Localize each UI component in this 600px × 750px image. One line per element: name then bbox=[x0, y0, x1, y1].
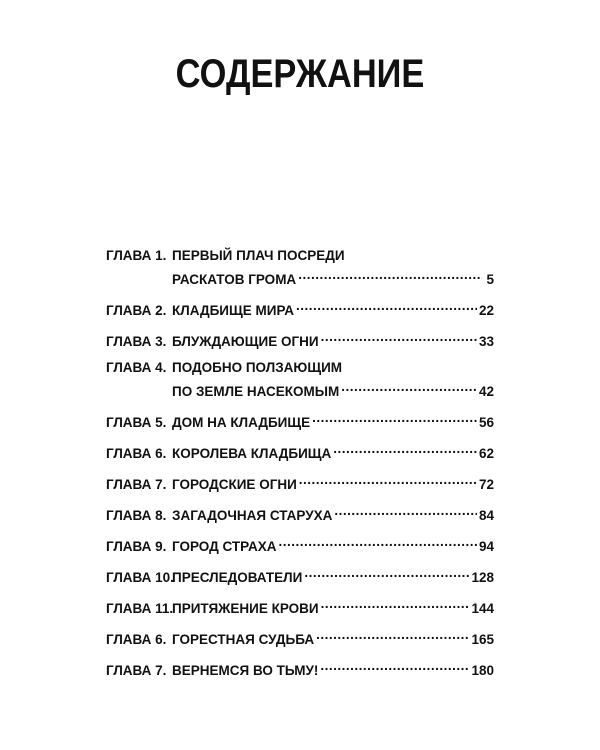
chapter-title: ДОМ НА КЛАДБИЩЕ bbox=[172, 415, 311, 430]
toc-entry bbox=[106, 408, 494, 430]
toc-entry bbox=[106, 563, 494, 585]
dot-leader bbox=[299, 470, 477, 489]
page-number: 42 bbox=[478, 384, 494, 399]
toc-line bbox=[106, 246, 494, 265]
chapter-number: ГЛАВА 6. bbox=[106, 632, 167, 647]
page-number: 128 bbox=[471, 570, 494, 585]
toc-line bbox=[106, 594, 494, 616]
dot-leader bbox=[298, 265, 482, 284]
toc-entry bbox=[106, 656, 494, 678]
toc-line bbox=[106, 656, 494, 678]
dot-leader bbox=[296, 296, 477, 315]
chapter-title: ГОРЕСТНАЯ СУДЬБА bbox=[172, 632, 315, 647]
toc-entry bbox=[106, 327, 494, 349]
toc-entry bbox=[106, 532, 494, 554]
toc-line bbox=[106, 296, 494, 318]
chapter-title: ВЕРНЕМСЯ ВО ТЬМУ! bbox=[172, 663, 319, 678]
chapter-number: ГЛАВА 9. bbox=[106, 539, 167, 554]
page-number: 180 bbox=[471, 663, 494, 678]
chapter-title: ПОДОБНО ПОЛЗАЮЩИМ bbox=[172, 360, 343, 375]
toc-entry bbox=[106, 501, 494, 523]
page-number: 165 bbox=[471, 632, 494, 647]
toc-line bbox=[106, 532, 494, 554]
toc-line bbox=[106, 625, 494, 647]
chapter-number: ГЛАВА 3. bbox=[106, 334, 167, 349]
toc-entry bbox=[106, 594, 494, 616]
toc-entry bbox=[106, 439, 494, 461]
chapter-number: ГЛАВА 2. bbox=[106, 303, 167, 318]
chapter-number: ГЛАВА 8. bbox=[106, 508, 167, 523]
chapter-title: БЛУЖДАЮЩИЕ ОГНИ bbox=[172, 334, 319, 349]
toc-line bbox=[106, 439, 494, 461]
dot-leader bbox=[278, 532, 476, 551]
toc-line bbox=[106, 563, 494, 585]
dot-leader bbox=[341, 377, 477, 396]
toc-line bbox=[106, 408, 494, 430]
toc-line bbox=[106, 501, 494, 523]
dot-leader bbox=[320, 656, 469, 675]
chapter-number: ГЛАВА 11. bbox=[106, 601, 174, 616]
dot-leader bbox=[321, 327, 477, 346]
page-number: 22 bbox=[478, 303, 494, 318]
chapter-title: ГОРОДСКИЕ ОГНИ bbox=[172, 477, 297, 492]
toc-line bbox=[106, 377, 494, 399]
page-number: 62 bbox=[478, 446, 494, 461]
chapter-title: ПРИТЯЖЕНИЕ КРОВИ bbox=[172, 601, 319, 616]
chapter-number: ГЛАВА 7. bbox=[106, 663, 167, 678]
toc-entry bbox=[106, 296, 494, 318]
page-number: 72 bbox=[478, 477, 494, 492]
toc-entry bbox=[106, 358, 494, 399]
chapter-number: ГЛАВА 1. bbox=[106, 248, 167, 263]
chapter-title: РАСКАТОВ ГРОМА bbox=[172, 272, 297, 287]
chapter-title: ПО ЗЕМЛЕ НАСЕКОМЫМ bbox=[172, 384, 340, 399]
chapter-number: ГЛАВА 10. bbox=[106, 570, 174, 585]
dot-leader bbox=[316, 625, 469, 644]
toc-line bbox=[106, 327, 494, 349]
chapter-number: ГЛАВА 5. bbox=[106, 415, 167, 430]
chapter-title: КОРОЛЕВА КЛАДБИЩА bbox=[172, 446, 332, 461]
page-number: 94 bbox=[478, 539, 494, 554]
toc-entry bbox=[106, 246, 494, 287]
chapter-title: ПРЕСЛЕДОВАТЕЛИ bbox=[172, 570, 303, 585]
page-number: 84 bbox=[478, 508, 494, 523]
toc-line bbox=[106, 358, 494, 377]
table-of-contents bbox=[106, 246, 494, 687]
chapter-number: ГЛАВА 6. bbox=[106, 446, 167, 461]
page-number: 5 bbox=[486, 272, 494, 287]
chapter-number: ГЛАВА 4. bbox=[106, 360, 167, 375]
dot-leader bbox=[334, 501, 477, 520]
dot-leader bbox=[304, 563, 469, 582]
toc-line bbox=[106, 470, 494, 492]
dot-leader bbox=[312, 408, 477, 427]
page-number: 144 bbox=[471, 601, 494, 616]
chapter-title: ПЕРВЫЙ ПЛАЧ ПОСРЕДИ bbox=[172, 248, 345, 263]
page-number: 56 bbox=[478, 415, 494, 430]
chapter-number: ГЛАВА 7. bbox=[106, 477, 167, 492]
dot-leader bbox=[333, 439, 477, 458]
dot-leader bbox=[321, 594, 470, 613]
toc-entry bbox=[106, 470, 494, 492]
page-title: СОДЕРЖАНИЕ bbox=[175, 52, 425, 96]
chapter-title: КЛАДБИЩЕ МИРА bbox=[172, 303, 295, 318]
toc-line bbox=[106, 265, 494, 287]
chapter-title: ЗАГАДОЧНАЯ СТАРУХА bbox=[172, 508, 333, 523]
page-number: 33 bbox=[478, 334, 494, 349]
chapter-title: ГОРОД СТРАХА bbox=[172, 539, 277, 554]
toc-entry bbox=[106, 625, 494, 647]
